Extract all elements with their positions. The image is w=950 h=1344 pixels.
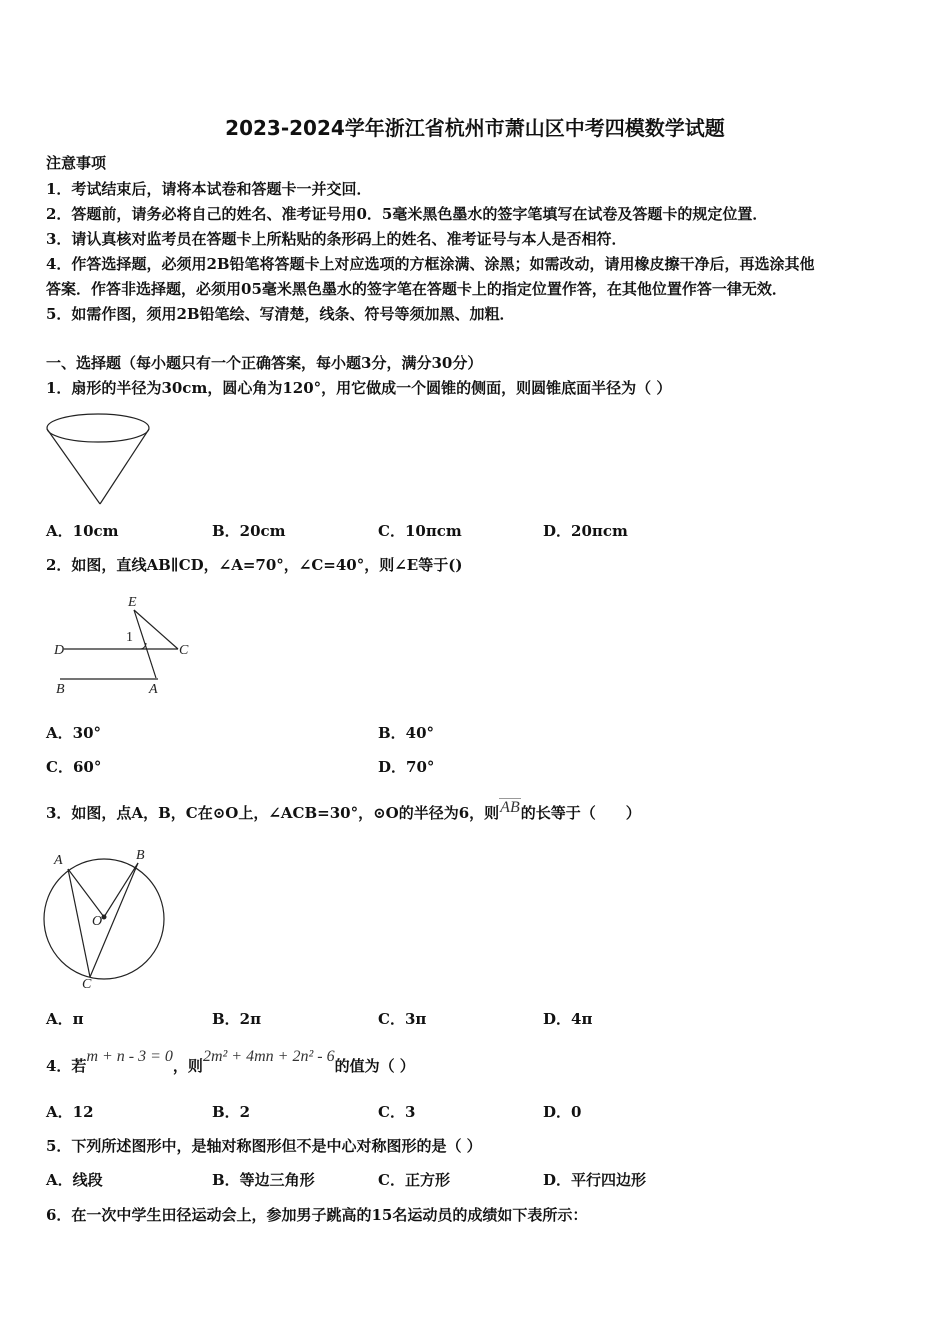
cone-figure [44, 410, 156, 510]
radius-ob [104, 863, 138, 917]
q1-option-d: D．20πcm [543, 522, 628, 540]
question-2-stem: 2．如图，直线AB∥CD，∠A=70°，∠C=40°，则∠E等于() [46, 556, 463, 574]
center-point [102, 915, 107, 920]
question-4-stem [46, 1048, 415, 1076]
label-a: A [149, 682, 158, 697]
label-b: B [56, 682, 65, 697]
cone-base-ellipse [47, 414, 149, 442]
q2-option-c: C．60° [46, 758, 102, 776]
q5-option-c: C．正方形 [378, 1171, 450, 1189]
question-6-stem: 6．在一次中学生田径运动会上，参加男子跳高的15名运动员的成绩如下表所示： [46, 1206, 588, 1224]
question-3-stem [46, 799, 641, 823]
label-d: D [54, 643, 65, 658]
page-title: 2023-2024学年浙江省杭州市萧山区中考四模数学试题 [225, 116, 725, 140]
label-c: C [179, 643, 189, 658]
section-heading: 一、选择题（每小题只有一个正确答案，每小题3分，满分30分） [46, 354, 483, 372]
q3-option-b: B．2π [212, 1010, 262, 1028]
q3-option-a: A．π [46, 1010, 84, 1028]
arc-ab-symbol: AB [500, 799, 520, 816]
q2-option-b: B．40° [378, 724, 435, 742]
q4-option-d: D．0 [543, 1103, 582, 1121]
q4-option-b: B．2 [212, 1103, 251, 1121]
q3-option-d: D．4π [543, 1010, 593, 1028]
q2-option-d: D．70° [378, 758, 435, 776]
notice-item: 4．作答选择题，必须用2B铅笔将答题卡上对应选项的方框涂满、涂黑；如需改动，请用橡皮擦干净后，再选涂其他 [46, 255, 815, 273]
notice-heading: 注意事项 [46, 154, 107, 172]
notice-item: 答案．作答非选择题，必须用05毫米黑色墨水的签字笔在答题卡上的指定位置作答，在其他位置作答一律无效． [46, 280, 787, 298]
q1-option-a: A．10cm [46, 522, 119, 540]
parallel-lines-figure [50, 590, 200, 700]
q4-pre: 4．若 [46, 1057, 87, 1075]
label-o: O [92, 914, 103, 929]
q4-post: 的值为（ ） [334, 1057, 415, 1075]
question-5-stem: 5．下列所述图形中，是轴对称图形但不是中心对称图形的是（ ） [46, 1137, 482, 1155]
q4-option-a: A．12 [46, 1103, 94, 1121]
circle-figure [40, 845, 172, 993]
q5-option-d: D．平行四边形 [543, 1171, 647, 1189]
label-b: B [136, 848, 145, 863]
q1-option-b: B．20cm [212, 522, 286, 540]
q3-stem-post: 的长等于（ ） [520, 804, 641, 822]
q3-option-c: C．3π [378, 1010, 427, 1028]
notice-item: 5．如需作图，须用2B铅笔绘、写清楚，线条、符号等须加黑、加粗． [46, 305, 515, 323]
q4-expression-1: m + n - 3 = 0 [86, 1048, 173, 1065]
label-a: A [54, 853, 63, 868]
q5-option-a: A．线段 [46, 1171, 103, 1189]
q4-option-c: C．3 [378, 1103, 416, 1121]
q1-option-c: C．10πcm [378, 522, 462, 540]
label-1: 1 [126, 630, 133, 645]
notice-item: 1．考试结束后，请将本试卷和答题卡一并交回． [46, 180, 372, 198]
q4-expression-2: 2m² + 4mn + 2n² - 6 [202, 1048, 335, 1065]
notice-item: 2．答题前，请务必将自己的姓名、准考证号用0．5毫米黑色墨水的签字笔填写在试卷及答题卡的规定位置． [46, 205, 768, 223]
q3-stem-pre: 3．如图，点A，B，C在⊙O上，∠ACB=30°，⊙O的半径为6，则 [46, 804, 500, 822]
label-c: C [82, 977, 92, 992]
notice-item: 3．请认真核对监考员在答题卡上所粘贴的条形码上的姓名、准考证号与本人是否相符． [46, 230, 627, 248]
q4-mid: ，则 [172, 1057, 203, 1075]
question-1-stem: 1．扇形的半径为30cm，圆心角为120°，用它做成一个圆锥的侧面，则圆锥底面半径为（ ） [46, 379, 672, 397]
label-e: E [128, 595, 137, 610]
q2-option-a: A．30° [46, 724, 102, 742]
chord-ac [68, 869, 90, 977]
q5-option-b: B．等边三角形 [212, 1171, 315, 1189]
